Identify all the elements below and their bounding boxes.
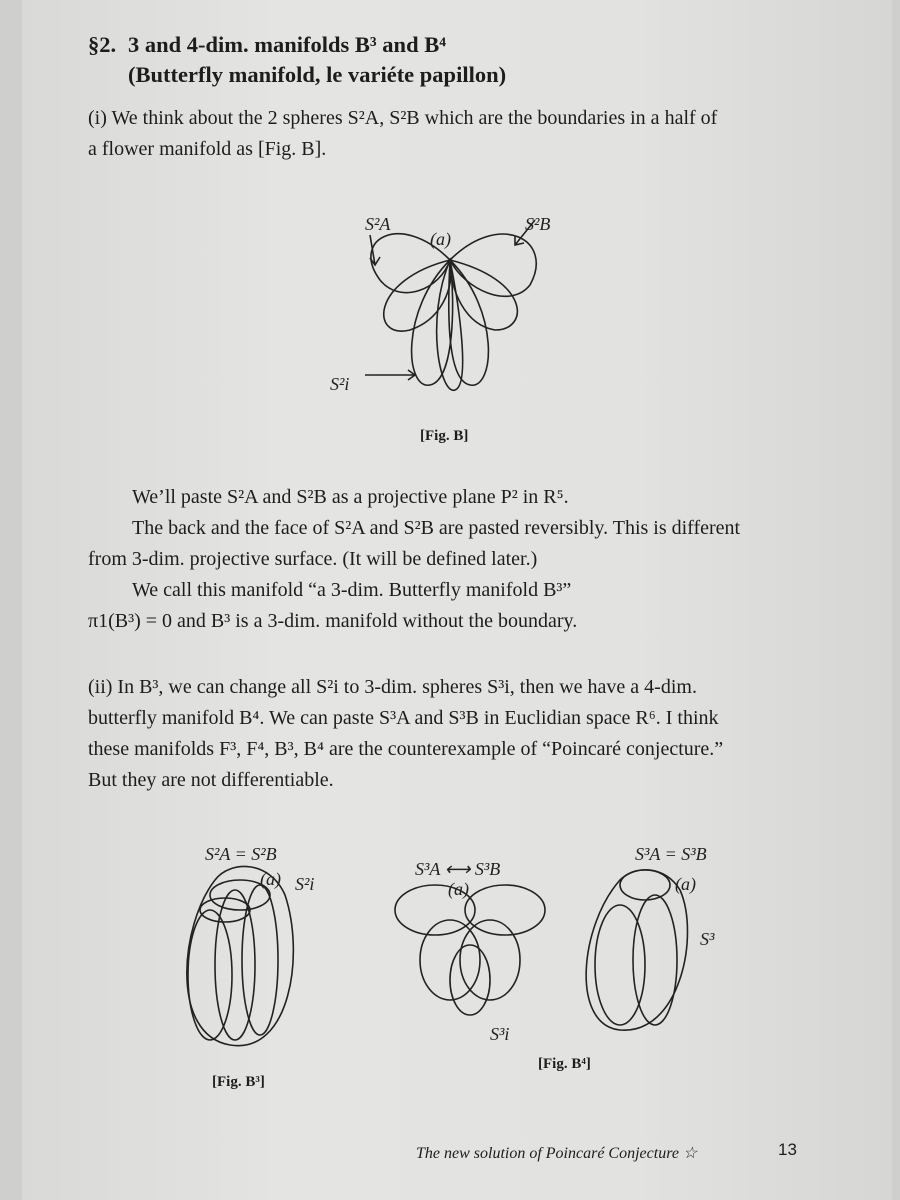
petal <box>412 260 453 385</box>
fig-mid-top-label: S³A ⟷ S³B <box>415 859 501 879</box>
section-title <box>88 30 506 90</box>
fig-b3-top-label: S²A = S²B <box>205 844 277 864</box>
lobe <box>242 885 278 1035</box>
title-line-2: (Butterfly manifold, le variéte papillon) <box>128 62 507 87</box>
text-line: We’ll paste S²A and S²B as a projective plane P² in R⁵. <box>132 486 569 508</box>
fig-b4-top-label: S³A = S³B <box>635 844 707 864</box>
section-number: §2. <box>88 32 117 57</box>
figure-b3-drawing <box>160 835 340 1055</box>
text-line: these manifolds F³, F⁴, B³, B⁴ are the counterexample of “Poincaré conjecture.” <box>88 738 724 760</box>
figure-b4-caption: [Fig. B⁴] <box>538 1056 591 1072</box>
text-line: butterfly manifold B⁴. We can paste S³A and S³B in Euclidian space R⁶. I think <box>88 707 719 729</box>
figure-b4-drawing <box>560 835 740 1035</box>
page-number: 13 <box>778 1140 797 1159</box>
arrow <box>365 370 415 380</box>
lobe <box>633 895 677 1025</box>
fig-b4-label-s: S³ <box>700 929 715 949</box>
petal <box>449 260 489 385</box>
running-footer: The new solution of Poincaré Conjecture ☆ <box>416 1145 698 1162</box>
figure-b-caption: [Fig. B] <box>420 428 469 444</box>
text-line: But they are not differentiable. <box>88 769 334 791</box>
text-line: from 3-dim. projective surface. (It will be defined later.) <box>88 548 538 570</box>
fig-b-label-b: S²B <box>525 214 551 234</box>
paragraph-body <box>88 482 808 637</box>
text-line: (i) We think about the 2 spheres S²A, S²B which are the boundaries in a half of <box>88 107 718 129</box>
figure-b-drawing <box>330 190 570 410</box>
title-line-1: 3 and 4-dim. manifolds B³ and B⁴ <box>128 32 446 57</box>
fig-b3-center-label: (a) <box>260 869 281 889</box>
text-line: π1(B³) = 0 and B³ is a 3-dim. manifold without the boundary. <box>88 610 578 632</box>
fig-b-label-i: S²i <box>330 374 350 394</box>
lobe <box>188 910 232 1040</box>
fig-mid-label-i: S³i <box>490 1024 510 1044</box>
lobe <box>465 885 545 935</box>
lobe <box>450 945 490 1015</box>
paragraph-ii <box>88 672 808 796</box>
top-sphere <box>620 870 670 900</box>
figure-transition-drawing <box>390 850 550 1050</box>
fig-b-center-label: (a) <box>430 229 451 249</box>
fig-b4-center-label: (a) <box>675 874 696 894</box>
figure-b3-caption: [Fig. B³] <box>212 1074 265 1090</box>
paragraph-i <box>88 103 808 165</box>
text-line: We call this manifold “a 3-dim. Butterfly manifold B³” <box>132 579 572 601</box>
text-line: (ii) In B³, we can change all S²i to 3-dim. spheres S³i, then we have a 4-dim. <box>88 676 697 698</box>
fig-b-label-a: S²A <box>365 214 391 234</box>
text-line: a flower manifold as [Fig. B]. <box>88 138 327 160</box>
fig-mid-center-label: (a) <box>448 879 469 899</box>
fig-b3-label-i: S²i <box>295 874 315 894</box>
text-line: The back and the face of S²A and S²B are pasted reversibly. This is different <box>132 517 741 539</box>
